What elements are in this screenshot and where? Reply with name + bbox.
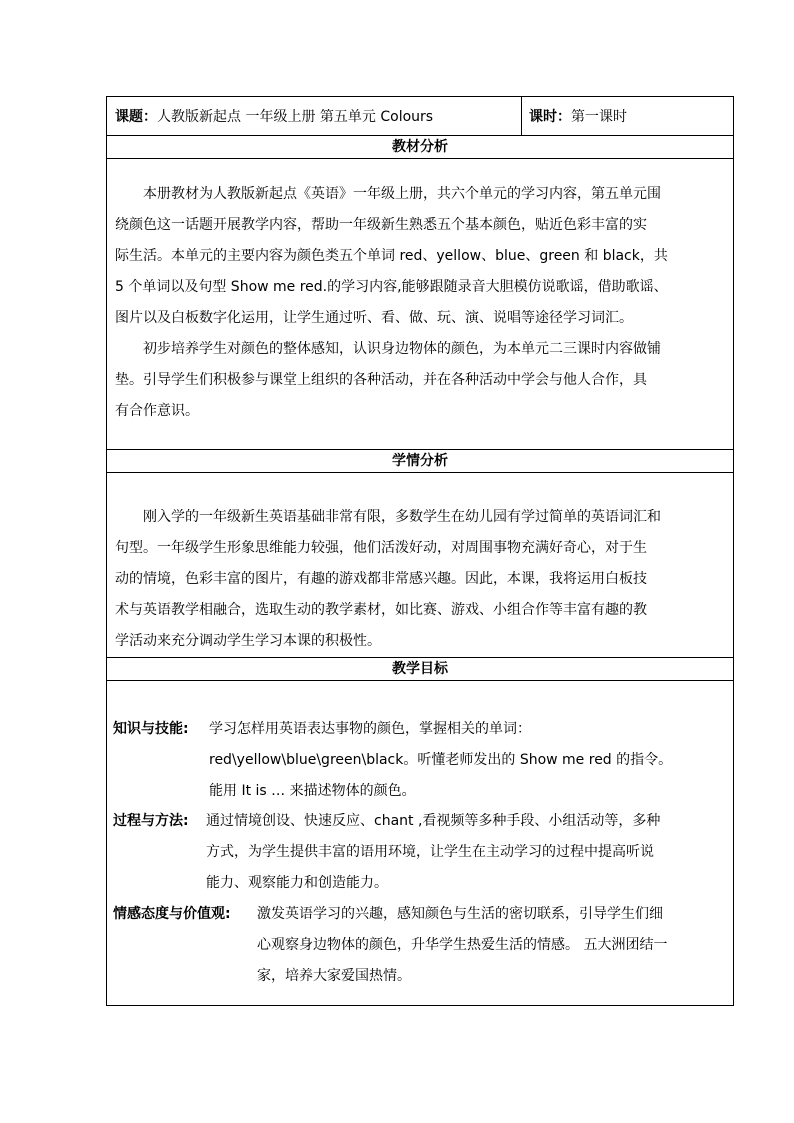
period-value: 第一课时 <box>571 109 627 125</box>
rule <box>107 449 733 450</box>
goal-label-emotion: 情感态度与价值观: <box>113 906 231 922</box>
text-line: 学活动来充分调动学生学习本课的积极性。 <box>115 633 381 649</box>
lesson-plan-table <box>106 96 734 1006</box>
text-line: 本册教材为人教版新起点《英语》一年级上册，共六个单元的学习内容，第五单元围 <box>143 186 661 202</box>
goal-line: 心观察身边物体的颜色，升华学生热爱生活的情感。 五大洲团结一 <box>257 937 668 953</box>
goal-line: 激发英语学习的兴趣，感知颜色与生活的密切联系，引导学生们细 <box>257 906 663 922</box>
text-line: 动的情境，色彩丰富的图片，有趣的游戏都非常感兴趣。因此，本课，我将运用白板技 <box>115 571 647 587</box>
goal-line: red\yellow\blue\green\black。听懂老师发出的 Show me red 的指令。 <box>209 752 673 768</box>
goal-line: 能用 It is … 来描述物体的颜色。 <box>209 783 416 799</box>
period-label: 课时： <box>529 109 571 125</box>
text-line: 术与英语教学相融合，选取生动的教学素材，如比赛、游戏、小组合作等丰富有趣的教 <box>115 602 647 618</box>
text-line: 际生活。本单元的主要内容为颜色类五个单词 red、yellow、blue、green 和 black，共 <box>115 248 668 264</box>
rule <box>107 657 733 658</box>
text-line: 垫。引导学生们积极参与课堂上组织的各种活动，并在各种活动中学会与他人合作，具 <box>115 372 647 388</box>
rule <box>107 158 733 159</box>
section-title-goals: 教学目标 <box>392 661 448 677</box>
goal-line: 通过情境创设、快速反应、chant ,看视频等多种手段、小组活动等，多种 <box>206 813 661 829</box>
text-line: 句型。一年级学生形象思维能力较强，他们活泼好动，对周围事物充满好奇心，对于生 <box>115 540 647 556</box>
material-paragraph-1 <box>115 179 727 427</box>
topic-cell <box>115 107 433 127</box>
goal-line: 能力、观察能力和创造能力。 <box>206 875 388 891</box>
text-line: 图片以及白板数字化运用，让学生通过听、看、做、玩、演、说唱等途径学习词汇。 <box>115 310 633 326</box>
text-line: 绕颜色这一话题开展教学内容，帮助一年级新生熟悉五个基本颜色，贴近色彩丰富的实 <box>115 217 647 233</box>
goal-label-knowledge: 知识与技能: <box>113 721 189 737</box>
goal-line: 方式，为学生提供丰富的语用环境，让学生在主动学习的过程中提高听说 <box>206 844 654 860</box>
section-title-material: 教材分析 <box>392 139 448 155</box>
period-cell <box>529 107 627 127</box>
text-line: 刚入学的一年级新生英语基础非常有限，多数学生在幼儿园有学过简单的英语词汇和 <box>143 509 661 525</box>
header-divider <box>521 97 522 135</box>
goal-line: 家，培养大家爱国热情。 <box>257 968 411 984</box>
topic-value: 人教版新起点 一年级上册 第五单元 Colours <box>157 109 434 125</box>
goal-label-process: 过程与方法: <box>113 813 189 829</box>
text-line: 5 个单词以及句型 Show me red.的学习内容,能够跟随录音大胆模仿说歌谣，借助歌谣、 <box>115 279 668 295</box>
section-title-students: 学情分析 <box>392 453 448 469</box>
students-paragraph <box>115 502 727 657</box>
rule <box>107 680 733 681</box>
rule <box>107 135 733 136</box>
goal-line: 学习怎样用英语表达事物的颜色，掌握相关的单词： <box>209 721 531 737</box>
rule <box>107 472 733 473</box>
text-line: 有合作意识。 <box>115 403 199 419</box>
topic-label: 课题： <box>115 109 157 125</box>
text-line: 初步培养学生对颜色的整体感知，认识身边物体的颜色，为本单元二三课时内容做铺 <box>143 341 661 357</box>
